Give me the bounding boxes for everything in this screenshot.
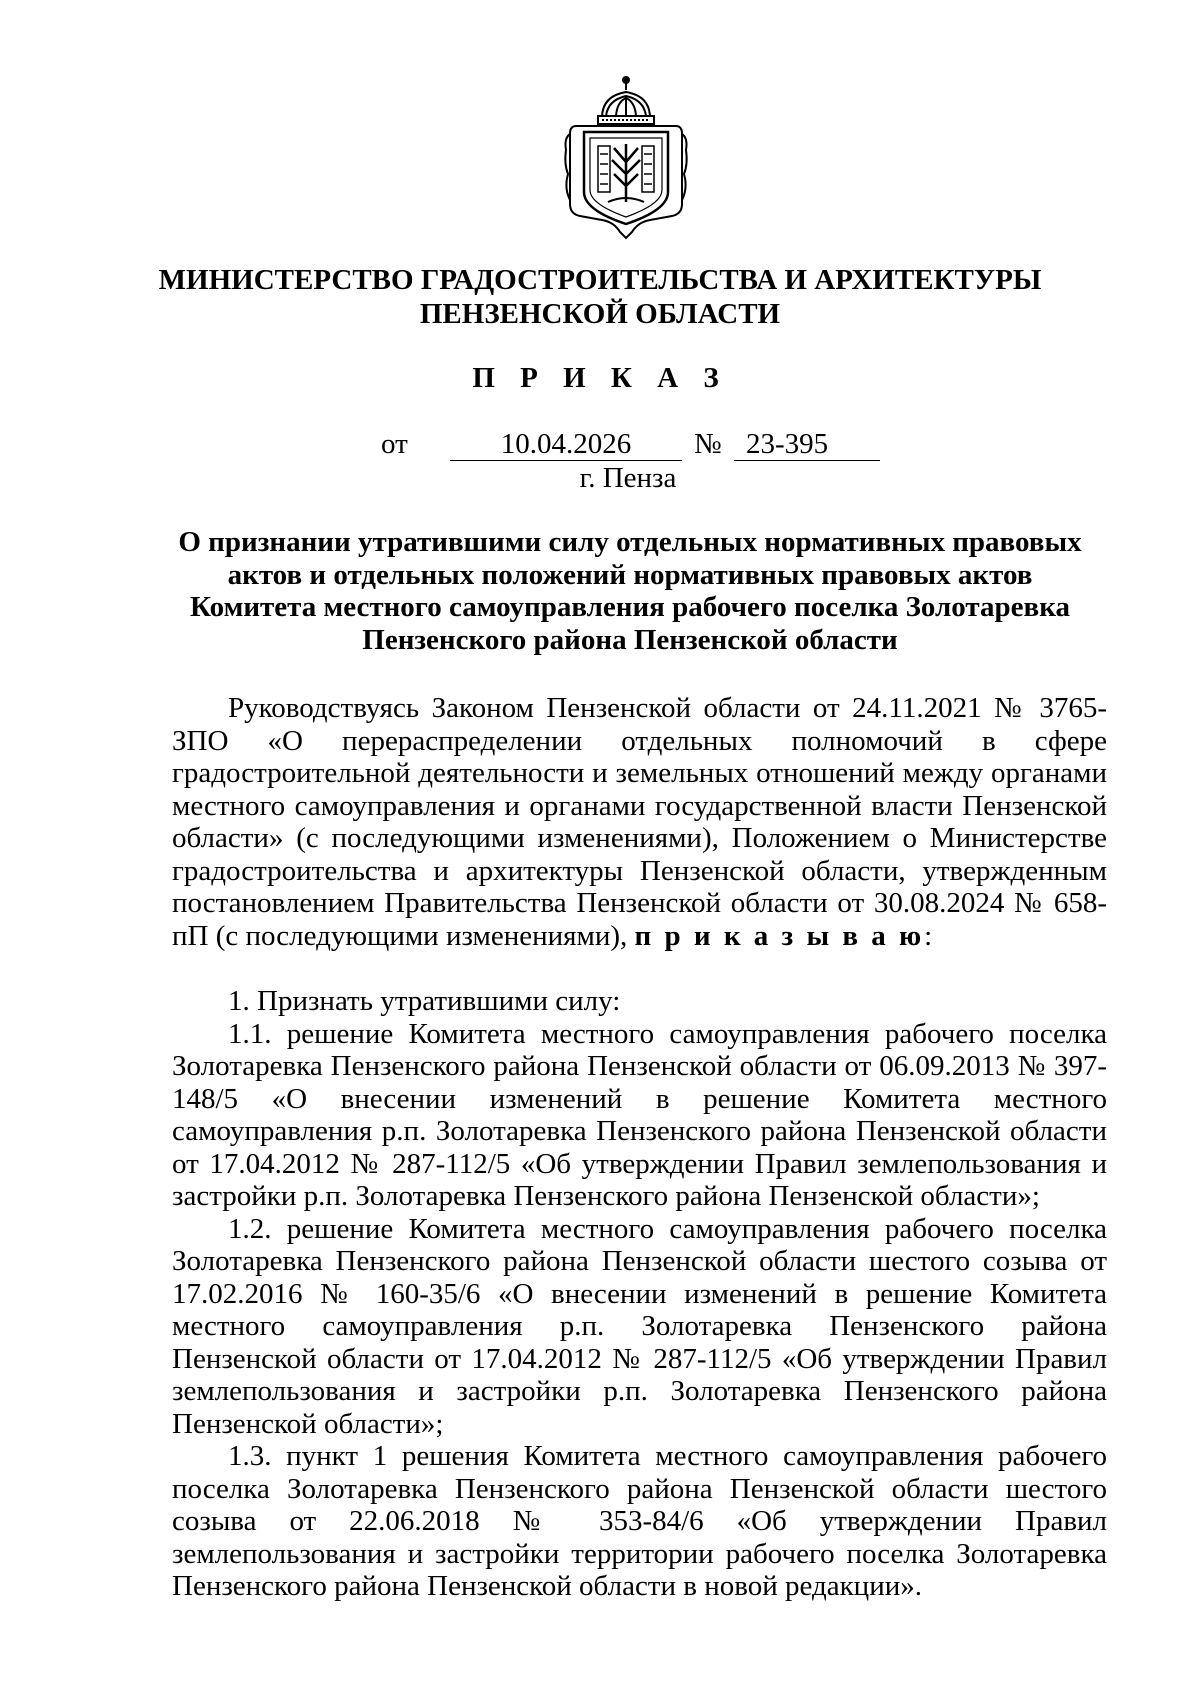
preamble-paragraph [172, 692, 1107, 952]
ministry-name-line1: МИНИСТЕРСТВО ГРАДОСТРОИТЕЛЬСТВА И АРХИТЕКТУРЫ [158, 264, 1042, 296]
city-name: г. Пенза [579, 462, 677, 494]
list-item: 1.3. пункт 1 решения Комитета местного самоуправления рабочего поселка Золотаревка Пензенского района Пензенской области шестого созыва от 22.06.2018 № 353-84/6 «Об утверждении Правил землепользования и застройки территории рабочего поселка Золотаревка Пензенского района Пензенской области в новой редакции». [172, 1440, 1107, 1602]
items-block [172, 985, 1107, 1603]
ministry-name-line2: ПЕНЗЕНСКОЙ ОБЛАСТИ [419, 298, 781, 330]
number-label: № [694, 428, 722, 460]
coat-of-arms-icon [562, 74, 690, 240]
list-item: 1.1. решение Комитета местного самоуправления рабочего поселка Золотаревка Пензенского района Пензенской области от 06.09.2013 № 397-148/5 «О внесении изменений в решение Комитета местного самоуправления р.п. Золотаревка Пензенского района Пензенской области от 17.04.2012 № 287-112/5 «Об утверждении Правил землепользования и застройки р.п. Золотаревка Пензенского района Пензенской области»; [172, 1017, 1107, 1212]
list-item: 1. Признать утратившими силу: [228, 985, 621, 1017]
document-type-title: П Р И К А З [472, 362, 728, 394]
preamble-text: Руководствуясь Законом Пензенской области от 24.11.2021 № 3765-ЗПО «О перераспределении отдельных полномочий в сфере градостроительной деятельности и земельных отношений между органами местного самоуправления и органами государственной власти Пензенской области» (с последующими изменениями), Положением о Министерстве градостроительства и архитектуры Пензенской области, утвержденным постановлением Правительства Пензенской области от 30.08.2024 № 658-пП (с последующими изменениями), [172, 692, 1107, 952]
order-word: п р и к а з ы в а ю [634, 919, 925, 952]
date-number-row [0, 428, 1200, 464]
document-subject: О признании утратившими силу отдельных нормативных правовых актов и отдельных положений нормативных правовых актов Комитета местного самоуправления рабочего поселка Золотаревка Пензенского района Пензенской области [178, 526, 1082, 656]
number-value: 23-395 [734, 428, 880, 461]
list-item: 1.2. решение Комитета местного самоуправления рабочего поселка Золотаревка Пензенского района Пензенской области шестого созыва от 17.02.2016 № 160-35/6 «О внесении изменений в решение Комитета местного самоуправления р.п. Золотаревка Пензенского района Пензенской области от 17.04.2012 № 287-112/5 «Об утверждении Правил землепользования и застройки р.п. Золотаревка Пензенского района Пензенской области»; [172, 1212, 1107, 1440]
preamble-suffix: : [924, 919, 933, 952]
date-value: 10.04.2026 [450, 428, 682, 461]
preamble-block [172, 692, 1107, 952]
date-label: от [381, 428, 408, 460]
